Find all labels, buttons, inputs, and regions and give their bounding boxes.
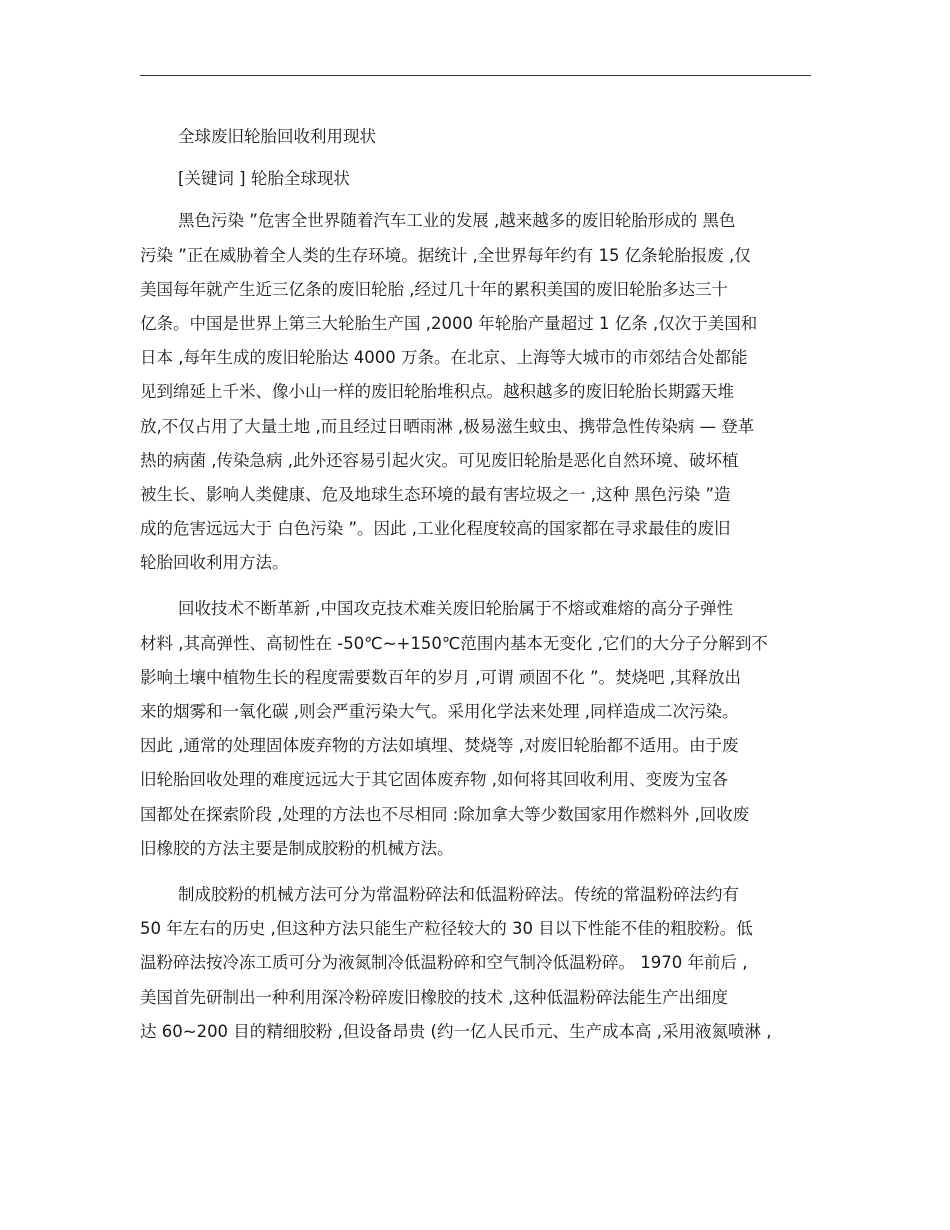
paragraph-line: 美国首先研制出一种利用深冷粉碎废旧橡胶的技术 ,这种低温粉碎法能生产出细度 <box>140 987 728 1007</box>
paragraph-line: 国都处在探索阶段 ,处理的方法也不尽相同 :除加拿大等少数国家用作燃料外 ,回收废 <box>140 804 750 824</box>
paragraph-line: 旧轮胎回收处理的难度远远大于其它固体废弃物 ,如何将其回收利用、变废为宝各 <box>140 770 728 790</box>
paragraph-1 <box>140 204 808 580</box>
document-title: 全球废旧轮胎回收利用现状 <box>178 127 376 146</box>
paragraph-line: 见到绵延上千米、像小山一样的废旧轮胎堆积点。越积越多的废旧轮胎长期露天堆 <box>140 382 734 402</box>
paragraph-line: 污染 ”正在威胁着全人类的生存环境。据统计 ,全世界每年约有 15 亿条轮胎报废 ,仅 <box>140 245 751 265</box>
paragraph-line: 日本 ,每年生成的废旧轮胎达 4000 万条。在北京、上海等大城市的市郊结合处都能 <box>140 348 748 368</box>
paragraph-line: 温粉碎法按冷冻工质可分为液氮制冷低温粉碎和空气制冷低温粉碎。 1970 年前后 , <box>140 953 748 973</box>
paragraph-line: 美国每年就产生近三亿条的废旧轮胎 ,经过几十年的累积美国的废旧轮胎多达三十 <box>140 279 728 299</box>
keywords-line: [关键词 ] 轮胎全球现状 <box>178 169 350 189</box>
paragraph-line: 达 60~200 目的精细胶粉 ,但设备昂贵 (约一亿人民币元、生产成本高 ,采用液氮喷淋 , <box>140 1021 772 1041</box>
paragraph-line: 材料 ,其高弹性、高韧性在 -50℃~+150℃范围内基本无变化 ,它们的大分子分解到不 <box>140 633 768 653</box>
paragraph-line: 放,不仅占用了大量土地 ,而且经过日晒雨淋 ,极易滋生蚊虫、携带急性传染病 — 登革 <box>140 416 755 436</box>
paragraph-line: 来的烟雾和一氧化碳 ,则会严重污染大气。采用化学法来处理 ,同样造成二次污染。 <box>140 702 739 721</box>
paragraph-line: 制成胶粉的机械方法可分为常温粉碎法和低温粉碎法。传统的常温粉碎法约有 <box>178 884 739 904</box>
paragraph-line: 轮胎回收利用方法。 <box>140 553 289 573</box>
paragraph-line: 亿条。中国是世界上第三大轮胎生产国 ,2000 年轮胎产量超过 1 亿条 ,仅次于美国和 <box>140 313 758 333</box>
header-rule <box>140 75 811 76</box>
paragraph-line: 黑色污染 ”危害全世界随着汽车工业的发展 ,越来越多的废旧轮胎形成的 黑色 <box>178 211 736 231</box>
paragraph-line: 因此 ,通常的处理固体废弃物的方法如填埋、焚烧等 ,对废旧轮胎都不适用。由于废 <box>140 736 739 756</box>
paragraph-line: 成的危害远远大于 白色污染 ”。因此 ,工业化程度较高的国家都在寻求最佳的废旧 <box>140 519 731 539</box>
paragraph-line: 被生长、影响人类健康、危及地球生态环境的最有害垃圾之一 ,这种 黑色污染 ”造 <box>140 484 731 504</box>
paragraph-line: 影响土壤中植物生长的程度需要数百年的岁月 ,可谓 顽固不化 ”。焚烧吧 ,其释放出 <box>140 667 742 687</box>
paragraph-line: 回收技术不断革新 ,中国攻克技术难关废旧轮胎属于不熔或难熔的高分子弹性 <box>178 599 733 619</box>
paragraph-line: 旧橡胶的方法主要是制成胶粉的机械方法。 <box>140 838 454 858</box>
paragraph-3 <box>140 878 808 1049</box>
document-body <box>140 120 808 1049</box>
paragraph-2 <box>140 592 808 866</box>
paragraph-line: 50 年左右的历史 ,但这种方法只能生产粒径较大的 30 目以下性能不佳的粗胶粉。低 <box>140 919 753 939</box>
paragraph-line: 热的病菌 ,传染急病 ,此外还容易引起火灾。可见废旧轮胎是恶化自然环境、破坏植 <box>140 450 739 470</box>
